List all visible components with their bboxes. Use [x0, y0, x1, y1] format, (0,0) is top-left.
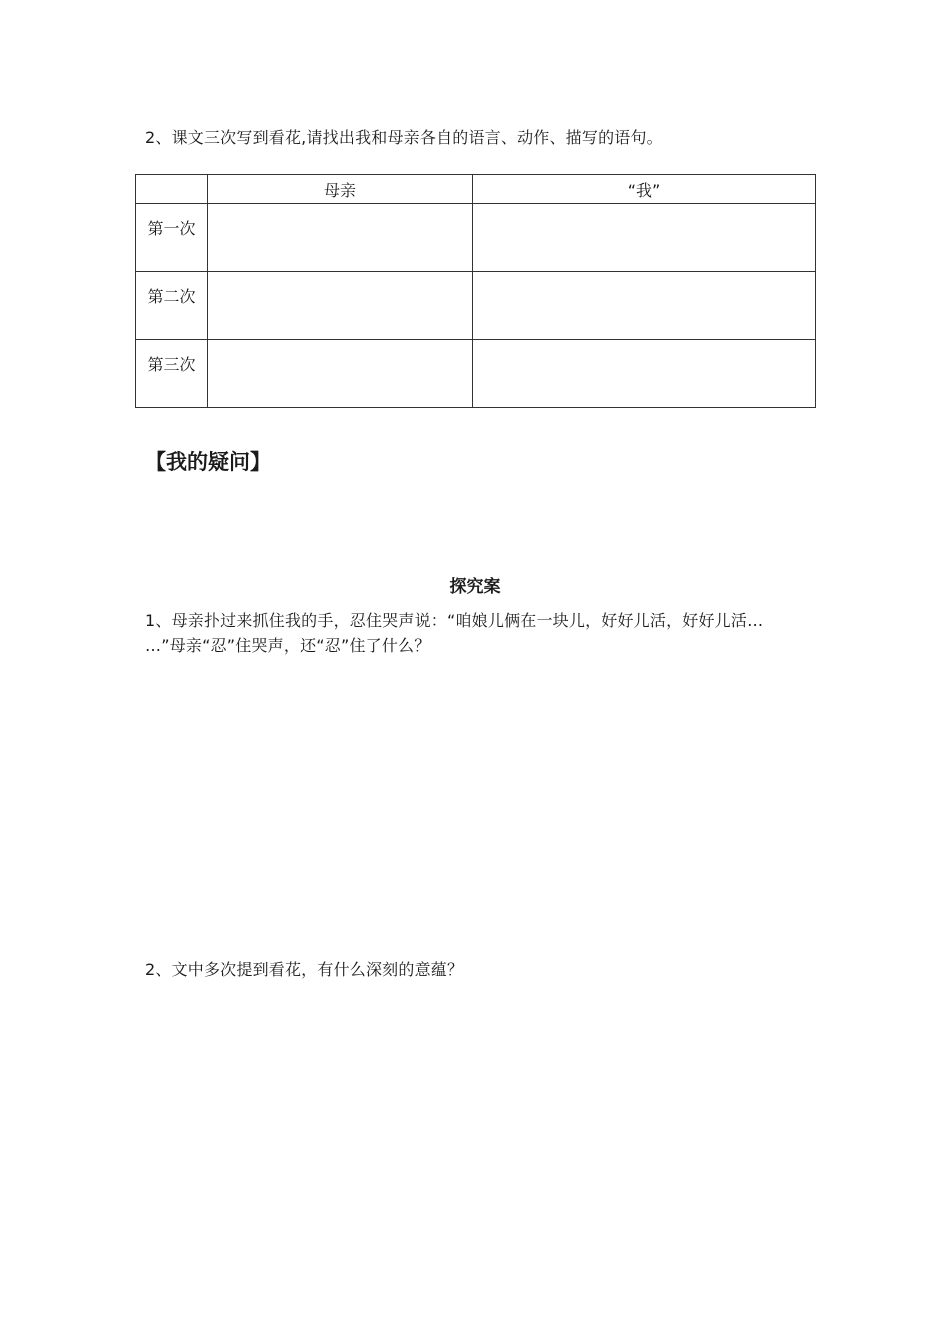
table-header-row	[136, 175, 816, 204]
question-2: 2、课文三次写到看花,请找出我和母亲各自的语言、动作、描写的语句。	[145, 128, 663, 147]
cell-me-third[interactable]	[473, 340, 816, 408]
inquiry-question-1-line-1: 1、母亲扑过来抓住我的手，忍住哭声说：“咱娘儿俩在一块儿，好好儿活，好好儿活…	[145, 611, 764, 630]
row-label-first: 第一次	[136, 204, 208, 272]
cell-me-second[interactable]	[473, 272, 816, 340]
table-row	[136, 272, 816, 340]
cell-mother-third[interactable]	[208, 340, 473, 408]
header-mother: 母亲	[208, 175, 473, 204]
cell-mother-first[interactable]	[208, 204, 473, 272]
my-questions-heading: 【我的疑问】	[145, 450, 271, 474]
header-me: “我”	[473, 175, 816, 204]
answer-table	[135, 174, 816, 408]
table-row	[136, 340, 816, 408]
inquiry-question-2: 2、文中多次提到看花，有什么深刻的意蕴？	[145, 960, 464, 979]
table-row	[136, 204, 816, 272]
row-label-second: 第二次	[136, 272, 208, 340]
header-empty	[136, 175, 208, 204]
cell-mother-second[interactable]	[208, 272, 473, 340]
inquiry-question-1-line-2: …”母亲“忍”住哭声，还“忍”住了什么？	[145, 636, 431, 655]
cell-me-first[interactable]	[473, 204, 816, 272]
inquiry-title: 探究案	[449, 577, 501, 597]
row-label-third: 第三次	[136, 340, 208, 408]
